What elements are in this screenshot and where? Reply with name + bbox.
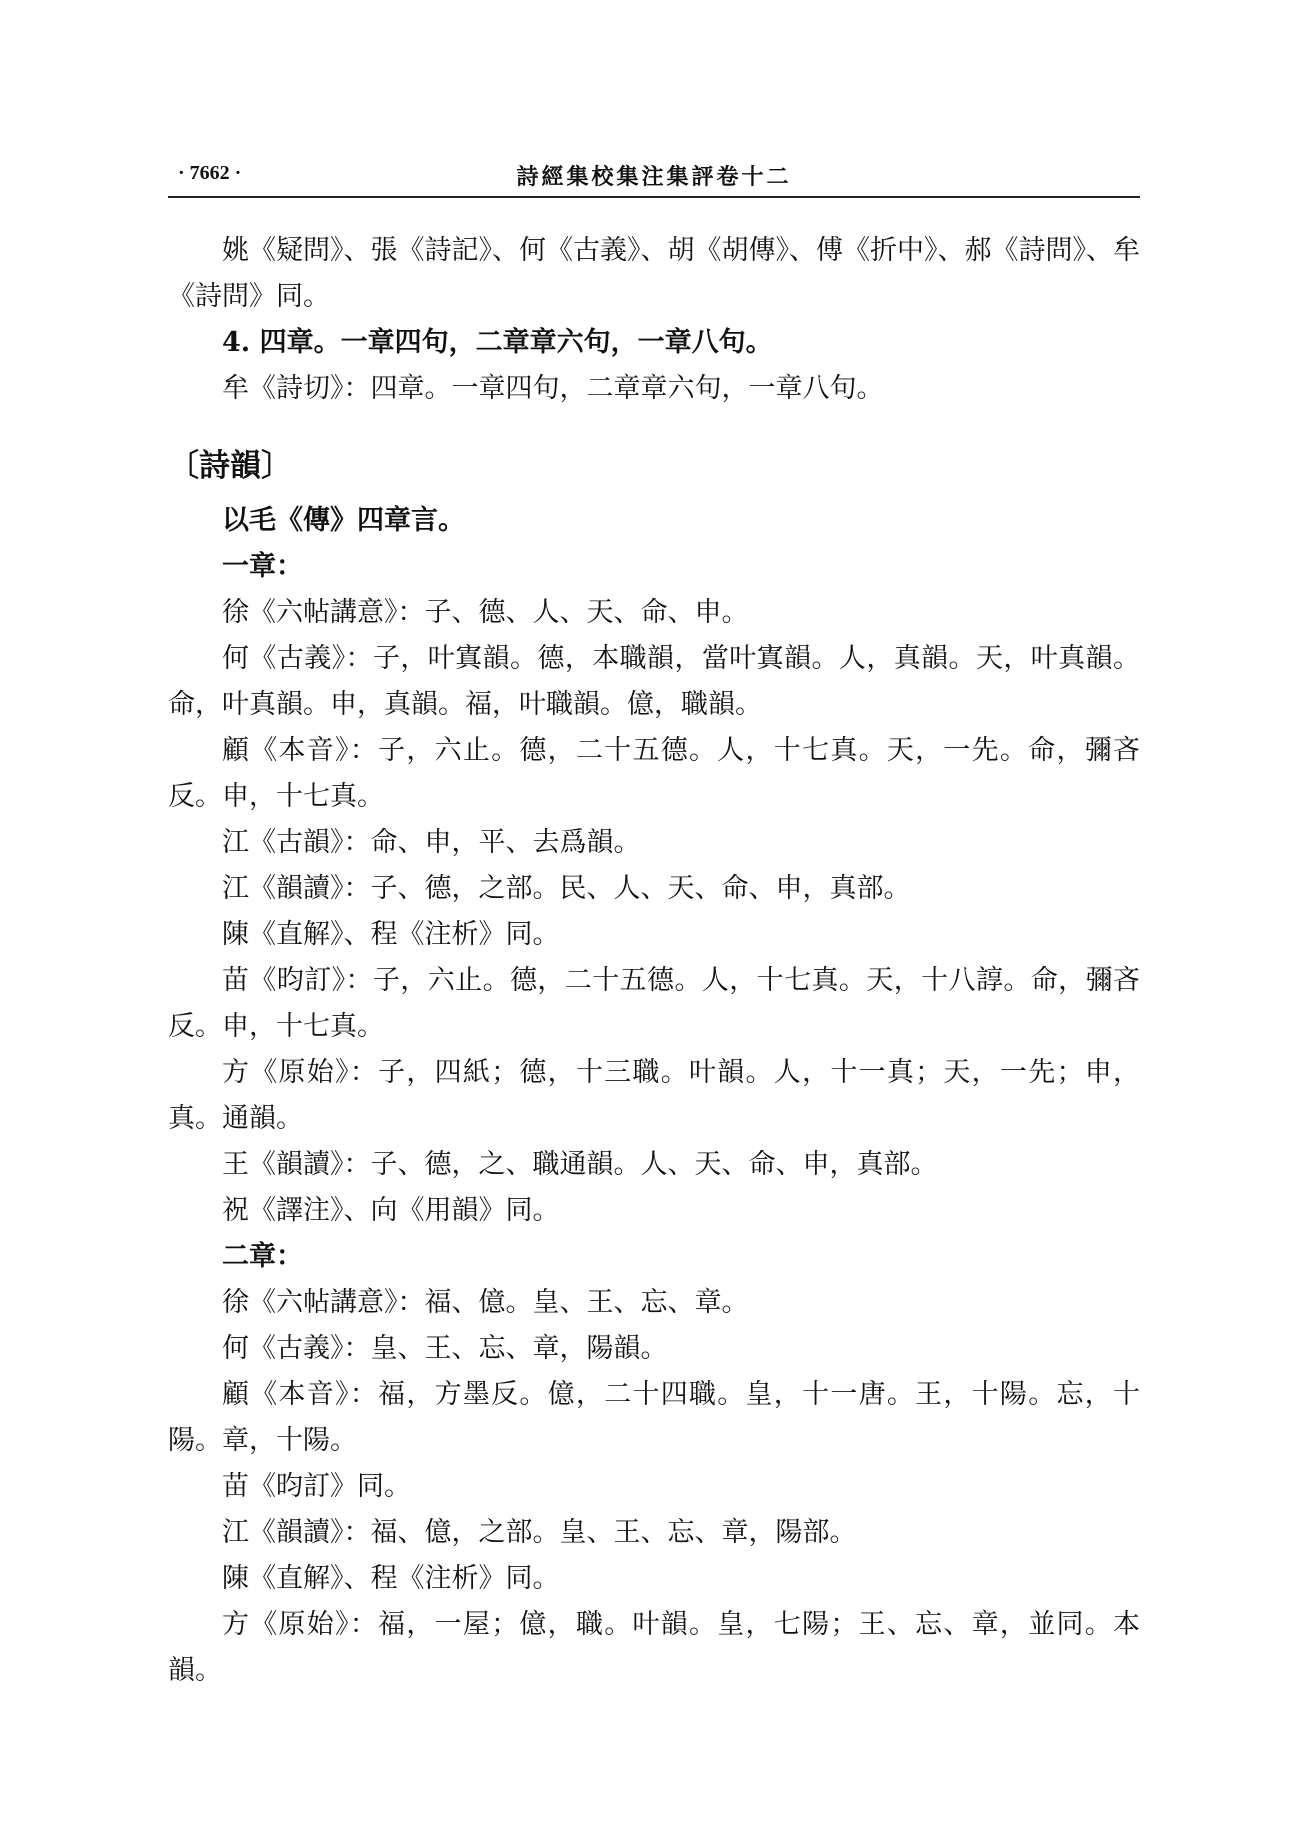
- text-line: 苗《昀訂》同。: [222, 1471, 411, 1502]
- text-line: 苗《昀訂》：子，六止。德，二十五德。人，十七真。天，十八諄。命，彌吝反。申，十七真。: [168, 965, 1140, 1042]
- text-line: 何《古義》：皇、王、忘、章，陽韻。: [222, 1333, 668, 1364]
- text-line: 江《韻讀》：福、億，之部。皇、王、忘、章，陽部。: [222, 1517, 857, 1548]
- text-line: 方《原始》：福，一屋；億，職。叶韻。皇，七陽；王、忘、章，並同。本韻。: [168, 1609, 1140, 1686]
- text-line: 方《原始》：子，四紙；德，十三職。叶韻。人，十一真；天，一先；申，真。通韻。: [168, 1057, 1140, 1134]
- text-line: 一章：: [222, 551, 303, 582]
- text-line: 何《古義》：子，叶寘韻。德，本職韻，當叶寘韻。人，真韻。天，叶真韻。命，叶真韻。申，真韻。福，叶職韻。億，職韻。: [168, 643, 1140, 720]
- header-rule: [168, 196, 1140, 198]
- text-line: 陳《直解》、程《注析》同。: [222, 919, 560, 950]
- text-line: 祝《譯注》、向《用韻》同。: [222, 1195, 560, 1226]
- text-line: 姚《疑問》、張《詩記》、何《古義》、胡《胡傳》、傅《折中》、郝《詩問》、牟《詩問》同。: [168, 235, 1140, 312]
- text-line: 陳《直解》、程《注析》同。: [222, 1563, 560, 1594]
- text-line: 顧《本音》：福，方墨反。億，二十四職。皇，十一唐。王，十陽。忘，十陽。章，十陽。: [168, 1379, 1140, 1456]
- page-header: [168, 158, 1140, 192]
- text-line: 徐《六帖講意》：福、億。皇、王、忘、章。: [222, 1287, 749, 1318]
- running-title: 詩經集校集注集評卷十二: [516, 164, 792, 190]
- text-line: 江《韻讀》：子、德，之部。民、人、天、命、申，真部。: [222, 873, 911, 904]
- page-number: · 7662 ·: [178, 162, 242, 184]
- text-line: 二章：: [222, 1241, 303, 1272]
- text-line: 徐《六帖講意》：子、德、人、天、命、申。: [222, 597, 749, 628]
- text-line: 以毛《傳》四章言。: [222, 505, 465, 536]
- page-body: [168, 228, 1140, 1694]
- rhyme-section: [168, 498, 1140, 1694]
- text-line: 4. 四章。一章四句，二章章六句，一章八句。: [222, 327, 773, 358]
- text-line: 王《韻讀》：子、德，之、職通韻。人、天、命、申，真部。: [222, 1149, 938, 1180]
- text-line: 顧《本音》：子，六止。德，二十五德。人，十七真。天，一先。命，彌吝反。申，十七真。: [168, 735, 1140, 812]
- text-line: 江《古韻》：命、申，平、去爲韻。: [222, 827, 641, 858]
- intro-block: [168, 228, 1140, 412]
- text-line: 牟《詩切》：四章。一章四句，二章章六句，一章八句。: [222, 373, 884, 404]
- section-heading: 〔詩韻〕: [168, 448, 292, 484]
